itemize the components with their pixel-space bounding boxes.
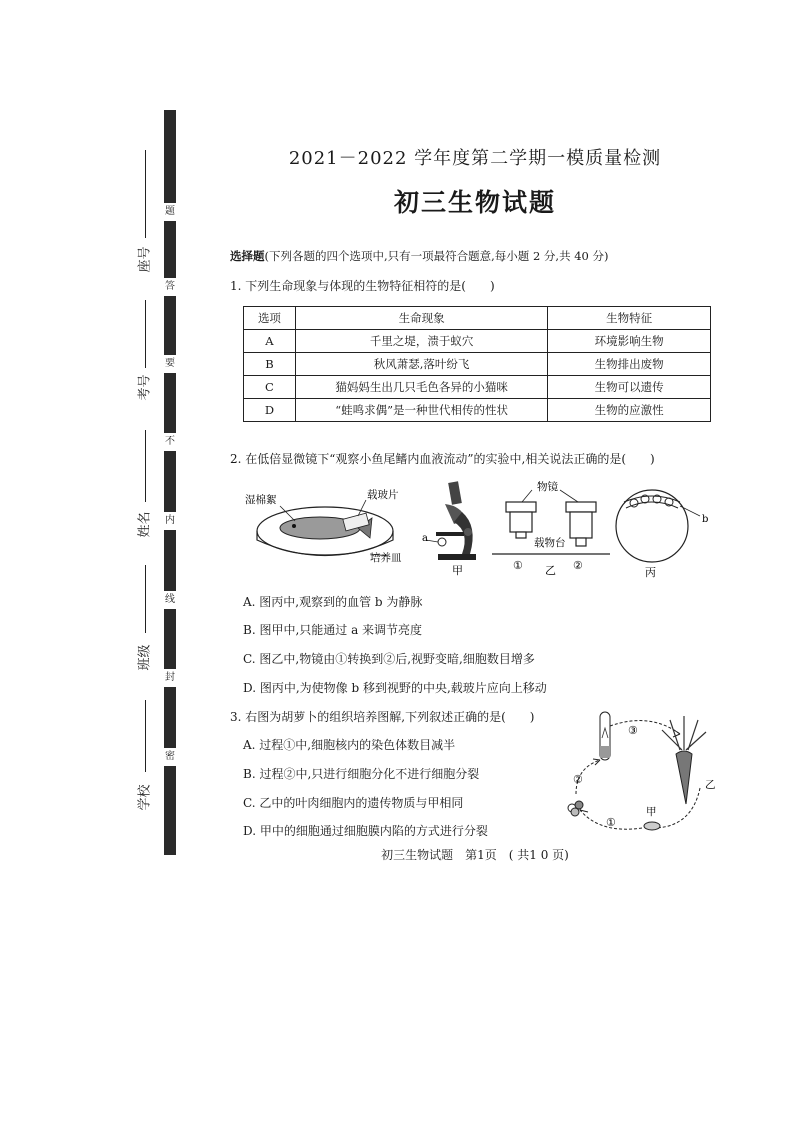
question-2-option-a[interactable]: A. 图丙中,观察到的血管 b 为静脉 xyxy=(243,595,423,609)
table-header: 生命现象 xyxy=(295,307,547,330)
carrot-tissue-culture-figure xyxy=(560,708,720,840)
label-bing: 丙 xyxy=(645,566,656,579)
seal-char: 不 xyxy=(164,433,176,451)
label-yi: 乙 xyxy=(705,779,716,791)
section-header xyxy=(230,248,609,264)
question-2-option-b[interactable]: B. 图甲中,只能通过 a 来调节亮度 xyxy=(243,623,423,637)
label-a: a xyxy=(422,533,428,544)
school-label: 学校 xyxy=(137,784,153,811)
question-2-stem: 2. 在低倍显微镜下“观察小鱼尾鳍内血液流动”的实验中,相关说法正确的是( ) xyxy=(230,452,655,466)
seal-char: 密 xyxy=(164,748,176,766)
table-cell: 生物的应激性 xyxy=(548,399,711,422)
question-3-option-c[interactable]: C. 乙中的叶肉细胞内的遗传物质与甲相同 xyxy=(243,796,464,810)
class-label: 班级 xyxy=(137,644,153,671)
question-3-option-d[interactable]: D. 甲中的细胞通过细胞膜内陷的方式进行分裂 xyxy=(243,824,488,838)
exam-title: 2021－2022 学年度第二学期一模质量检测 xyxy=(288,148,662,169)
page-footer: 初三生物试题 第1页 ( 共1 0 页) xyxy=(381,848,569,862)
table-cell: 千里之堤，溃于蚁穴 xyxy=(295,330,547,353)
label-circle-2: ② xyxy=(573,773,583,786)
question-2-figure xyxy=(240,476,720,584)
seat-number-field[interactable] xyxy=(118,150,158,280)
label-stage: 载物台 xyxy=(534,537,566,549)
label-b: b xyxy=(702,514,709,525)
table-cell: D xyxy=(244,399,296,422)
table-cell: B xyxy=(244,353,296,376)
class-field[interactable] xyxy=(118,565,158,685)
question-3-stem: 3. 右图为胡萝卜的组织培养图解,下列叙述正确的是( ) xyxy=(230,710,535,724)
label-jia: 甲 xyxy=(452,564,463,577)
question-1-table xyxy=(243,306,711,422)
label-objective: 物镜 xyxy=(537,481,558,493)
table-row xyxy=(244,376,711,399)
seal-char: 内 xyxy=(164,512,176,530)
exam-number-label: 考号 xyxy=(137,374,153,401)
label-petri-dish: 培养皿 xyxy=(370,552,402,564)
question-2-option-c[interactable]: C. 图乙中,物镜由①转换到②后,视野变暗,细胞数目增多 xyxy=(243,652,535,666)
question-2-option-d[interactable]: D. 图丙中,为使物像 b 移到视野的中央,载玻片应向上移动 xyxy=(243,681,547,695)
label-circle-3: ③ xyxy=(628,724,638,737)
seal-char: 答 xyxy=(164,278,176,296)
table-cell: “蛙鸣求偶”是一种世代相传的性状 xyxy=(295,399,547,422)
table-cell: 环境影响生物 xyxy=(548,330,711,353)
table-cell: 猫妈妈生出几只毛色各异的小猫咪 xyxy=(295,376,547,399)
table-header: 选项 xyxy=(244,307,296,330)
label-circle-1: ① xyxy=(513,559,523,572)
label-wet-cotton: 湿棉絮 xyxy=(245,494,277,506)
label-circle-2: ② xyxy=(573,559,583,572)
field-of-view-illustration xyxy=(616,490,700,562)
seal-char: 要 xyxy=(164,355,176,373)
section-instruction: (下列各题的四个选项中,只有一项最符合题意,每小题 2 分,共 40 分) xyxy=(264,249,609,263)
table-row xyxy=(244,353,711,376)
petri-dish-illustration xyxy=(257,500,393,556)
exam-number-field[interactable] xyxy=(118,300,158,420)
seat-number-label: 座号 xyxy=(137,246,153,273)
name-field[interactable] xyxy=(118,430,158,560)
school-field[interactable] xyxy=(118,700,158,820)
seal-char: 题 xyxy=(164,203,176,221)
table-cell: 生物排出废物 xyxy=(548,353,711,376)
question-3-option-b[interactable]: B. 过程②中,只进行细胞分化不进行细胞分裂 xyxy=(243,767,480,781)
seal-char: 线 xyxy=(164,591,176,609)
question-3-option-a[interactable]: A. 过程①中,细胞核内的染色体数目减半 xyxy=(243,738,456,752)
table-header: 生物特征 xyxy=(548,307,711,330)
table-row xyxy=(244,399,711,422)
microscope-illustration xyxy=(426,481,476,560)
label-circle-1: ① xyxy=(606,816,616,829)
name-label: 姓名 xyxy=(137,511,153,538)
question-1-stem: 1. 下列生命现象与体现的生物特征相符的是( ) xyxy=(230,279,495,293)
table-cell: C xyxy=(244,376,296,399)
exam-subtitle: 初三生物试题 xyxy=(393,188,556,217)
binding-strip xyxy=(164,110,176,855)
table-cell: 秋风萧瑟,落叶纷飞 xyxy=(295,353,547,376)
table-header-row xyxy=(244,307,711,330)
label-yi: 乙 xyxy=(545,564,556,577)
label-slide: 载玻片 xyxy=(367,489,399,501)
label-jia: 甲 xyxy=(646,806,657,818)
section-label: 选择题 xyxy=(230,249,265,263)
table-cell: 生物可以遗传 xyxy=(548,376,711,399)
seal-char: 封 xyxy=(164,669,176,687)
table-row xyxy=(244,330,711,353)
table-cell: A xyxy=(244,330,296,353)
